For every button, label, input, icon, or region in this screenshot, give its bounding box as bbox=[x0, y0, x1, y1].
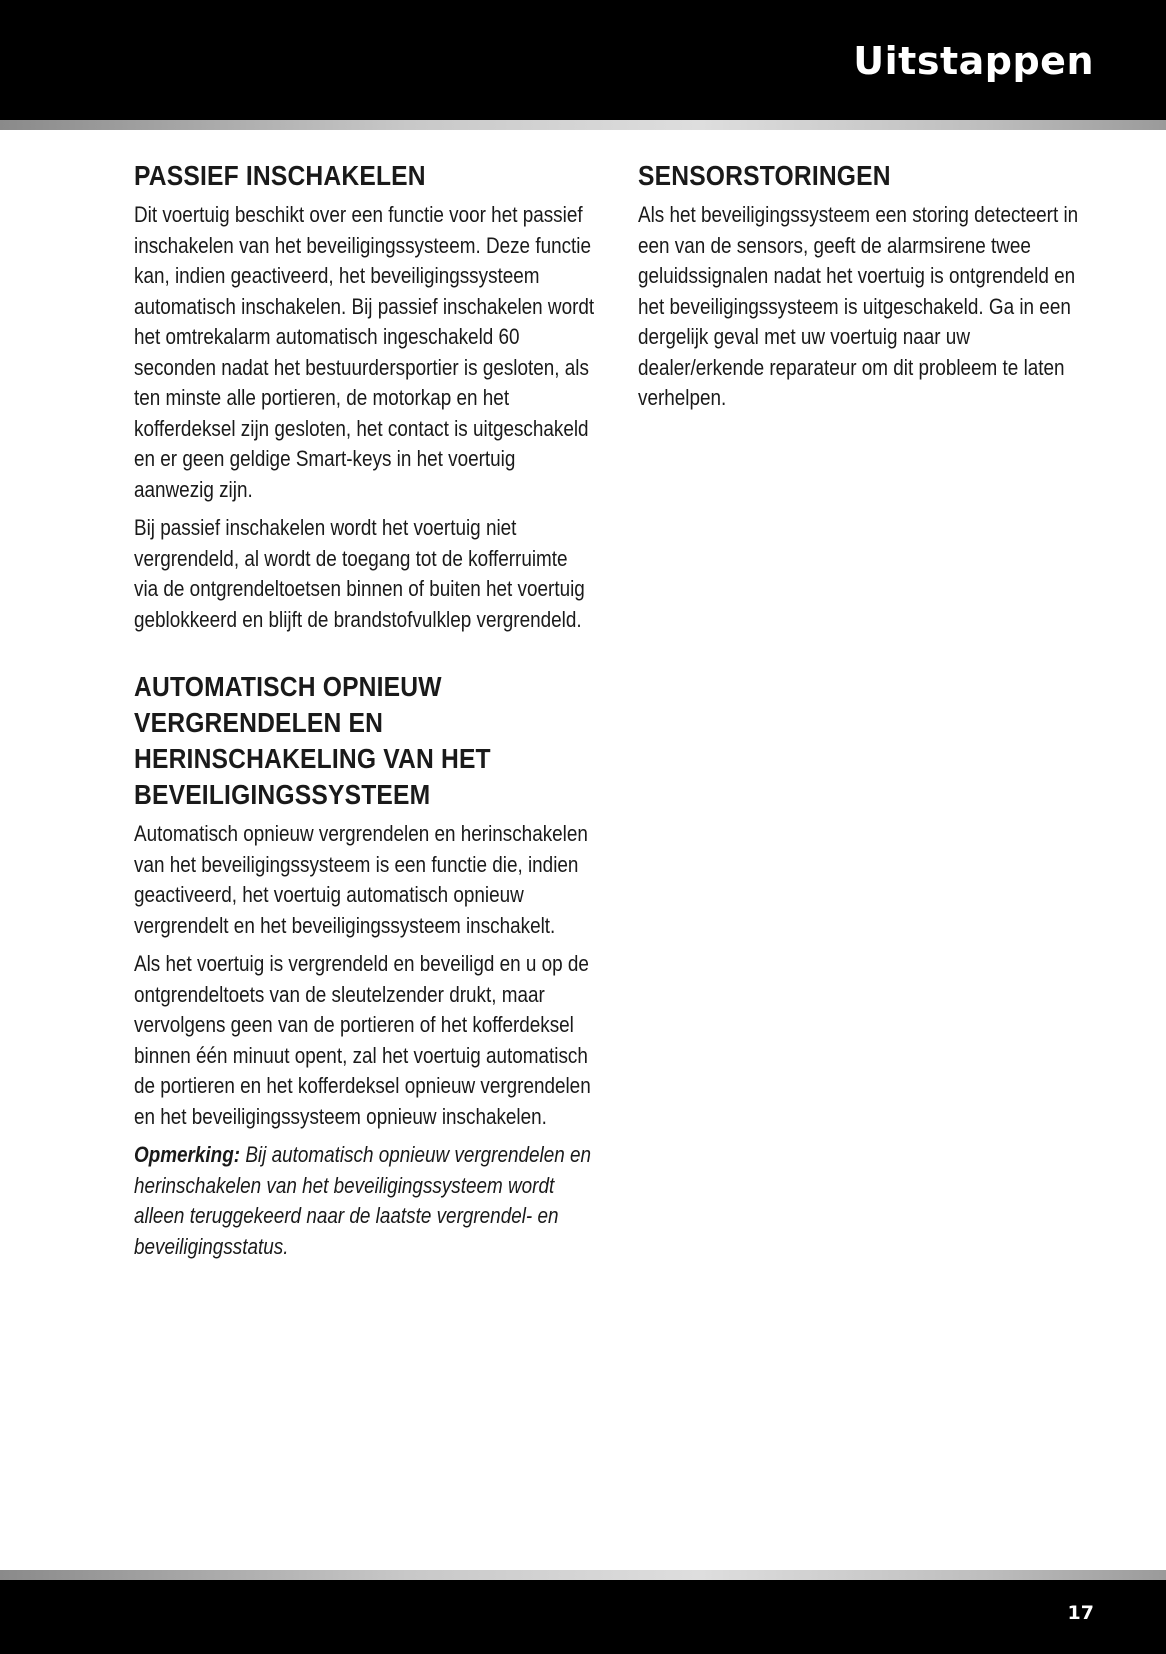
section-sensorstoringen bbox=[638, 158, 1100, 414]
header-divider bbox=[0, 120, 1166, 130]
section-automatisch-opnieuw-vergrendelen bbox=[134, 669, 596, 1262]
body-paragraph: Als het beveiligingssysteem een storing detecteert in een van de sensors, geeft de alarmsirene twee geluidssignalen nadat het voertuig is ontgrendeld en het beveiligingssysteem is uitgeschakeld. Ga in een dergelijk geval met uw voertuig naar uw dealer/erkende reparateur om dit probleem te laten verhelpen. bbox=[638, 202, 1079, 410]
section-heading: PASSIEF INSCHAKELEN bbox=[134, 160, 426, 191]
right-column bbox=[638, 158, 1100, 448]
page-number: 17 bbox=[1067, 1602, 1094, 1624]
body-paragraph: Dit voertuig beschikt over een functie voor het passief inschakelen van het beveiligingssysteem. Deze functie kan, indien geactiveerd, het beveiligingssysteem automatisch inschakelen. Bij passief inschakelen wordt het omtrekalarm automatisch ingeschakeld 60 seconden nadat het bestuurdersportier is gesloten, als ten minste alle portieren, de motorkap en het kofferdeksel zijn gesloten, het contact is uitgeschakeld en er geen geldige Smart-keys in het voertuig aanwezig zijn. bbox=[134, 202, 595, 502]
body-paragraph: Automatisch opnieuw vergrendelen en herinschakelen van het beveiligingssysteem is een functie die, indien geactiveerd, het voertuig automatisch opnieuw vergrendelt en het beveiligingssysteem inschakelt. bbox=[134, 821, 588, 938]
section-heading: SENSORSTORINGEN bbox=[638, 160, 891, 191]
note-label: Opmerking: bbox=[134, 1142, 241, 1167]
note-text: Bij automatisch opnieuw vergrendelen en herinschakelen van het beveiligingssysteem wordt alleen teruggekeerd naar de laatste vergrendel- en beveiligingsstatus. bbox=[134, 1142, 591, 1259]
footer-divider bbox=[0, 1570, 1166, 1580]
body-paragraph: Als het voertuig is vergrendeld en beveiligd en u op de ontgrendeltoets van de sleutelzender drukt, maar vervolgens geen van de portieren of het kofferdeksel binnen één minuut opent, zal het voertuig automatisch de portieren en het kofferdeksel opnieuw vergrendelen en het beveiligingssysteem opnieuw inschakelen. bbox=[134, 951, 591, 1129]
note-paragraph bbox=[134, 1140, 596, 1262]
left-column bbox=[134, 158, 596, 1296]
page-footer bbox=[0, 1580, 1166, 1654]
body-paragraph: Bij passief inschakelen wordt het voertuig niet vergrendeld, al wordt de toegang tot de kofferruimte via de ontgrendeltoetsen binnen of buiten het voertuig geblokkeerd en blijft de brandstofvulklep vergrendeld. bbox=[134, 515, 585, 632]
section-passief-inschakelen bbox=[134, 158, 596, 635]
page-title: Uitstappen bbox=[853, 39, 1094, 83]
section-heading: AUTOMATISCH OPNIEUW VERGRENDELEN EN HERINSCHAKELING VAN HET BEVEILIGINGSSYSTEEM bbox=[134, 671, 491, 810]
